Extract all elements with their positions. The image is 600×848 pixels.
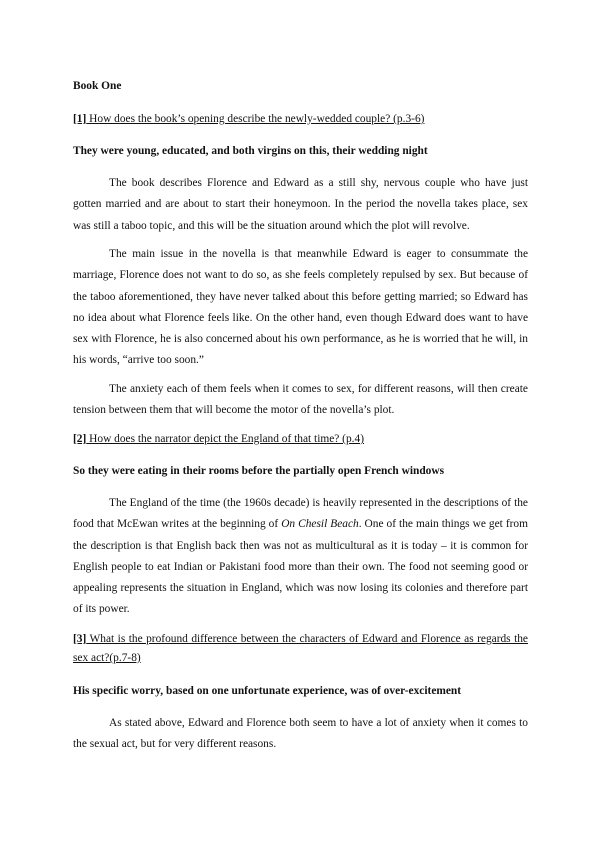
paragraph — [73, 493, 528, 621]
question-2 — [73, 433, 528, 445]
paragraph-text: . One of the main things we get from the description is that English back then was not as multicultural as it is today – it is common for English people to eat Indian or Pakistani food more than their own. The food not seeming good or appealing represents the situation in England, which was now losing its colonies and therefore part of its power. — [73, 518, 528, 616]
question-text: How does the book’s opening describe the newly-wedded couple? (p.3-6) — [86, 113, 425, 125]
book-heading: Book One — [73, 80, 122, 92]
question-3 — [73, 630, 528, 668]
question-text: What is the profound difference between the characters of Edward and Florence as regards the sex act?(p.7-8) — [73, 633, 528, 664]
paragraph-text: The England of the time (the 1960s decade) is heavily represented in the descriptions of the food that McEwan writes at the beginning of — [73, 497, 528, 531]
book-title: On Chesil Beach — [281, 518, 359, 531]
paragraph: The book describes Florence and Edward as a still shy, nervous couple who have just gotten married and are about to start their honeymoon. In the period the novella takes place, sex was still a taboo topic, and this will be the situation around which the plot will revolve. — [73, 177, 528, 232]
question-number: [3] — [73, 633, 87, 645]
paragraph: The main issue in the novella is that meanwhile Edward is eager to consummate the marriage, Florence does not want to do so, as she feels completely repulsed by sex. But because of the taboo aforementioned, they have never talked about this before getting married; so Edward has no idea about what Florence feels like. On the other hand, even though Edward does want to have sex with Florence, he is also concerned about his own performance, as he is worried that he will, in his words, “arrive too soon.” — [73, 248, 528, 367]
question-number: [1] — [73, 113, 87, 125]
paragraph: As stated above, Edward and Florence both seem to have a lot of anxiety when it comes to the sexual act, but for very different reasons. — [73, 717, 528, 751]
quote-heading-3: His specific worry, based on one unfortunate experience, was of over-excitement — [73, 685, 462, 697]
quote-heading-1: They were young, educated, and both virgins on this, their wedding night — [73, 145, 428, 157]
question-text: How does the narrator depict the England of that time? (p.4) — [86, 433, 365, 445]
quote-heading-2: So they were eating in their rooms before the partially open French windows — [73, 465, 445, 477]
paragraph: The anxiety each of them feels when it comes to sex, for different reasons, will then create tension between them that will become the motor of the novella’s plot. — [73, 383, 528, 417]
question-1 — [73, 113, 528, 125]
question-number: [2] — [73, 433, 87, 445]
